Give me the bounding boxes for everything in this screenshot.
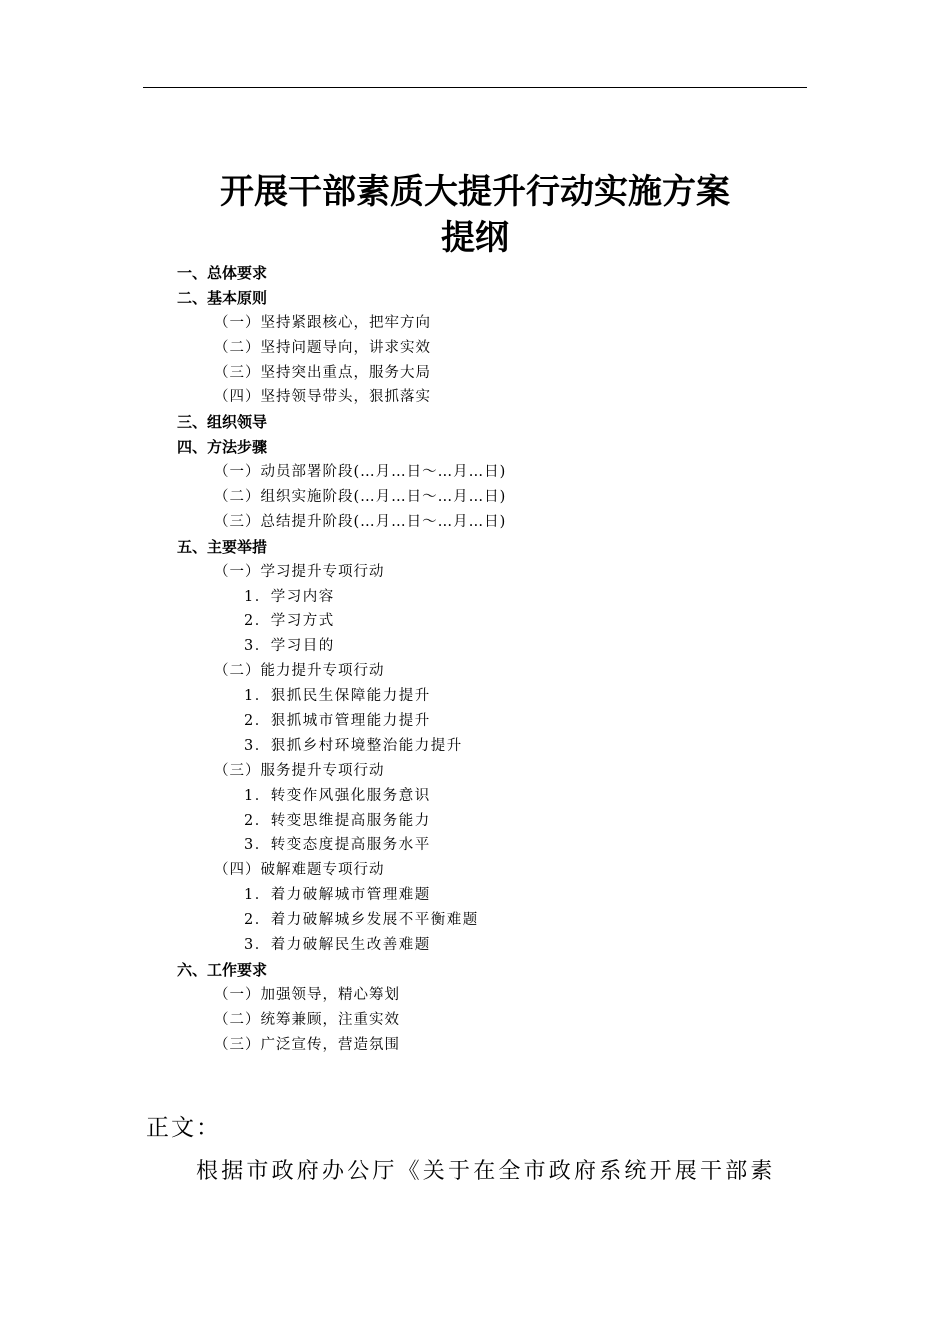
outline-item-level-2: （二）统筹兼顾，注重实效: [214, 1011, 400, 1028]
document-subtitle: 提纲: [441, 218, 509, 258]
outline-item-level-3: 2．转变思维提高服务能力: [244, 812, 431, 829]
outline-item-level-3: 3．狠抓乡村环境整治能力提升: [244, 737, 463, 754]
outline-item-level-2: （四）破解难题专项行动: [214, 862, 385, 879]
outline-item-level-3: 1．狠抓民生保障能力提升: [244, 688, 431, 705]
outline-item-level-3: 3．学习目的: [244, 638, 335, 655]
outline-item-level-1: 四、方法步骤: [177, 438, 268, 457]
body-label: 正文：: [146, 1115, 221, 1141]
outline-item-level-1: 五、主要举措: [177, 537, 268, 556]
outline-item-level-3: 3．着力破解民生改善难题: [244, 937, 431, 954]
outline-item-level-1: 六、工作要求: [177, 960, 268, 979]
outline-item-level-2: （三）坚持突出重点，服务大局: [214, 364, 431, 381]
outline-item-level-3: 2．狠抓城市管理能力提升: [244, 713, 431, 730]
outline-item-level-3: 1．转变作风强化服务意识: [244, 787, 431, 804]
outline-item-level-3: 2．着力破解城乡发展不平衡难题: [244, 912, 479, 929]
outline-item-level-3: 2．学习方式: [244, 613, 335, 630]
outline-item-level-2: （三）服务提升专项行动: [214, 762, 385, 779]
outline-item-level-2: （一）坚持紧跟核心，把牢方向: [214, 314, 431, 331]
outline-item-level-2: （二）能力提升专项行动: [214, 663, 385, 680]
outline-item-level-3: 1．着力破解城市管理难题: [244, 887, 431, 904]
outline-item-level-2: （二）组织实施阶段(…月…日～…月…日): [214, 489, 507, 506]
outline-item-level-3: 3．转变态度提高服务水平: [244, 837, 431, 854]
header-rule: [143, 87, 807, 88]
outline-item-level-2: （一）加强领导，精心筹划: [214, 986, 400, 1003]
outline-item-level-1: 二、基本原则: [177, 288, 268, 307]
outline-item-level-2: （一）学习提升专项行动: [214, 563, 385, 580]
body-paragraph: 根据市政府办公厅《关于在全市政府系统开展干部素: [196, 1159, 776, 1184]
outline-item-level-3: 1．学习内容: [244, 588, 335, 605]
outline-item-level-2: （三）广泛宣传，营造氛围: [214, 1036, 400, 1053]
outline-item-level-2: （二）坚持问题导向，讲求实效: [214, 339, 431, 356]
outline-item-level-2: （三）总结提升阶段(…月…日～…月…日): [214, 513, 507, 530]
outline-item-level-1: 一、总体要求: [177, 264, 268, 282]
document-title: 开展干部素质大提升行动实施方案: [220, 172, 730, 212]
outline-item-level-2: （一）动员部署阶段(…月…日～…月…日): [214, 464, 507, 481]
outline-item-level-2: （四）坚持领导带头，狠抓落实: [214, 389, 431, 406]
outline-list: [0, 261, 950, 1058]
outline-item-level-1: 三、组织领导: [177, 413, 268, 432]
